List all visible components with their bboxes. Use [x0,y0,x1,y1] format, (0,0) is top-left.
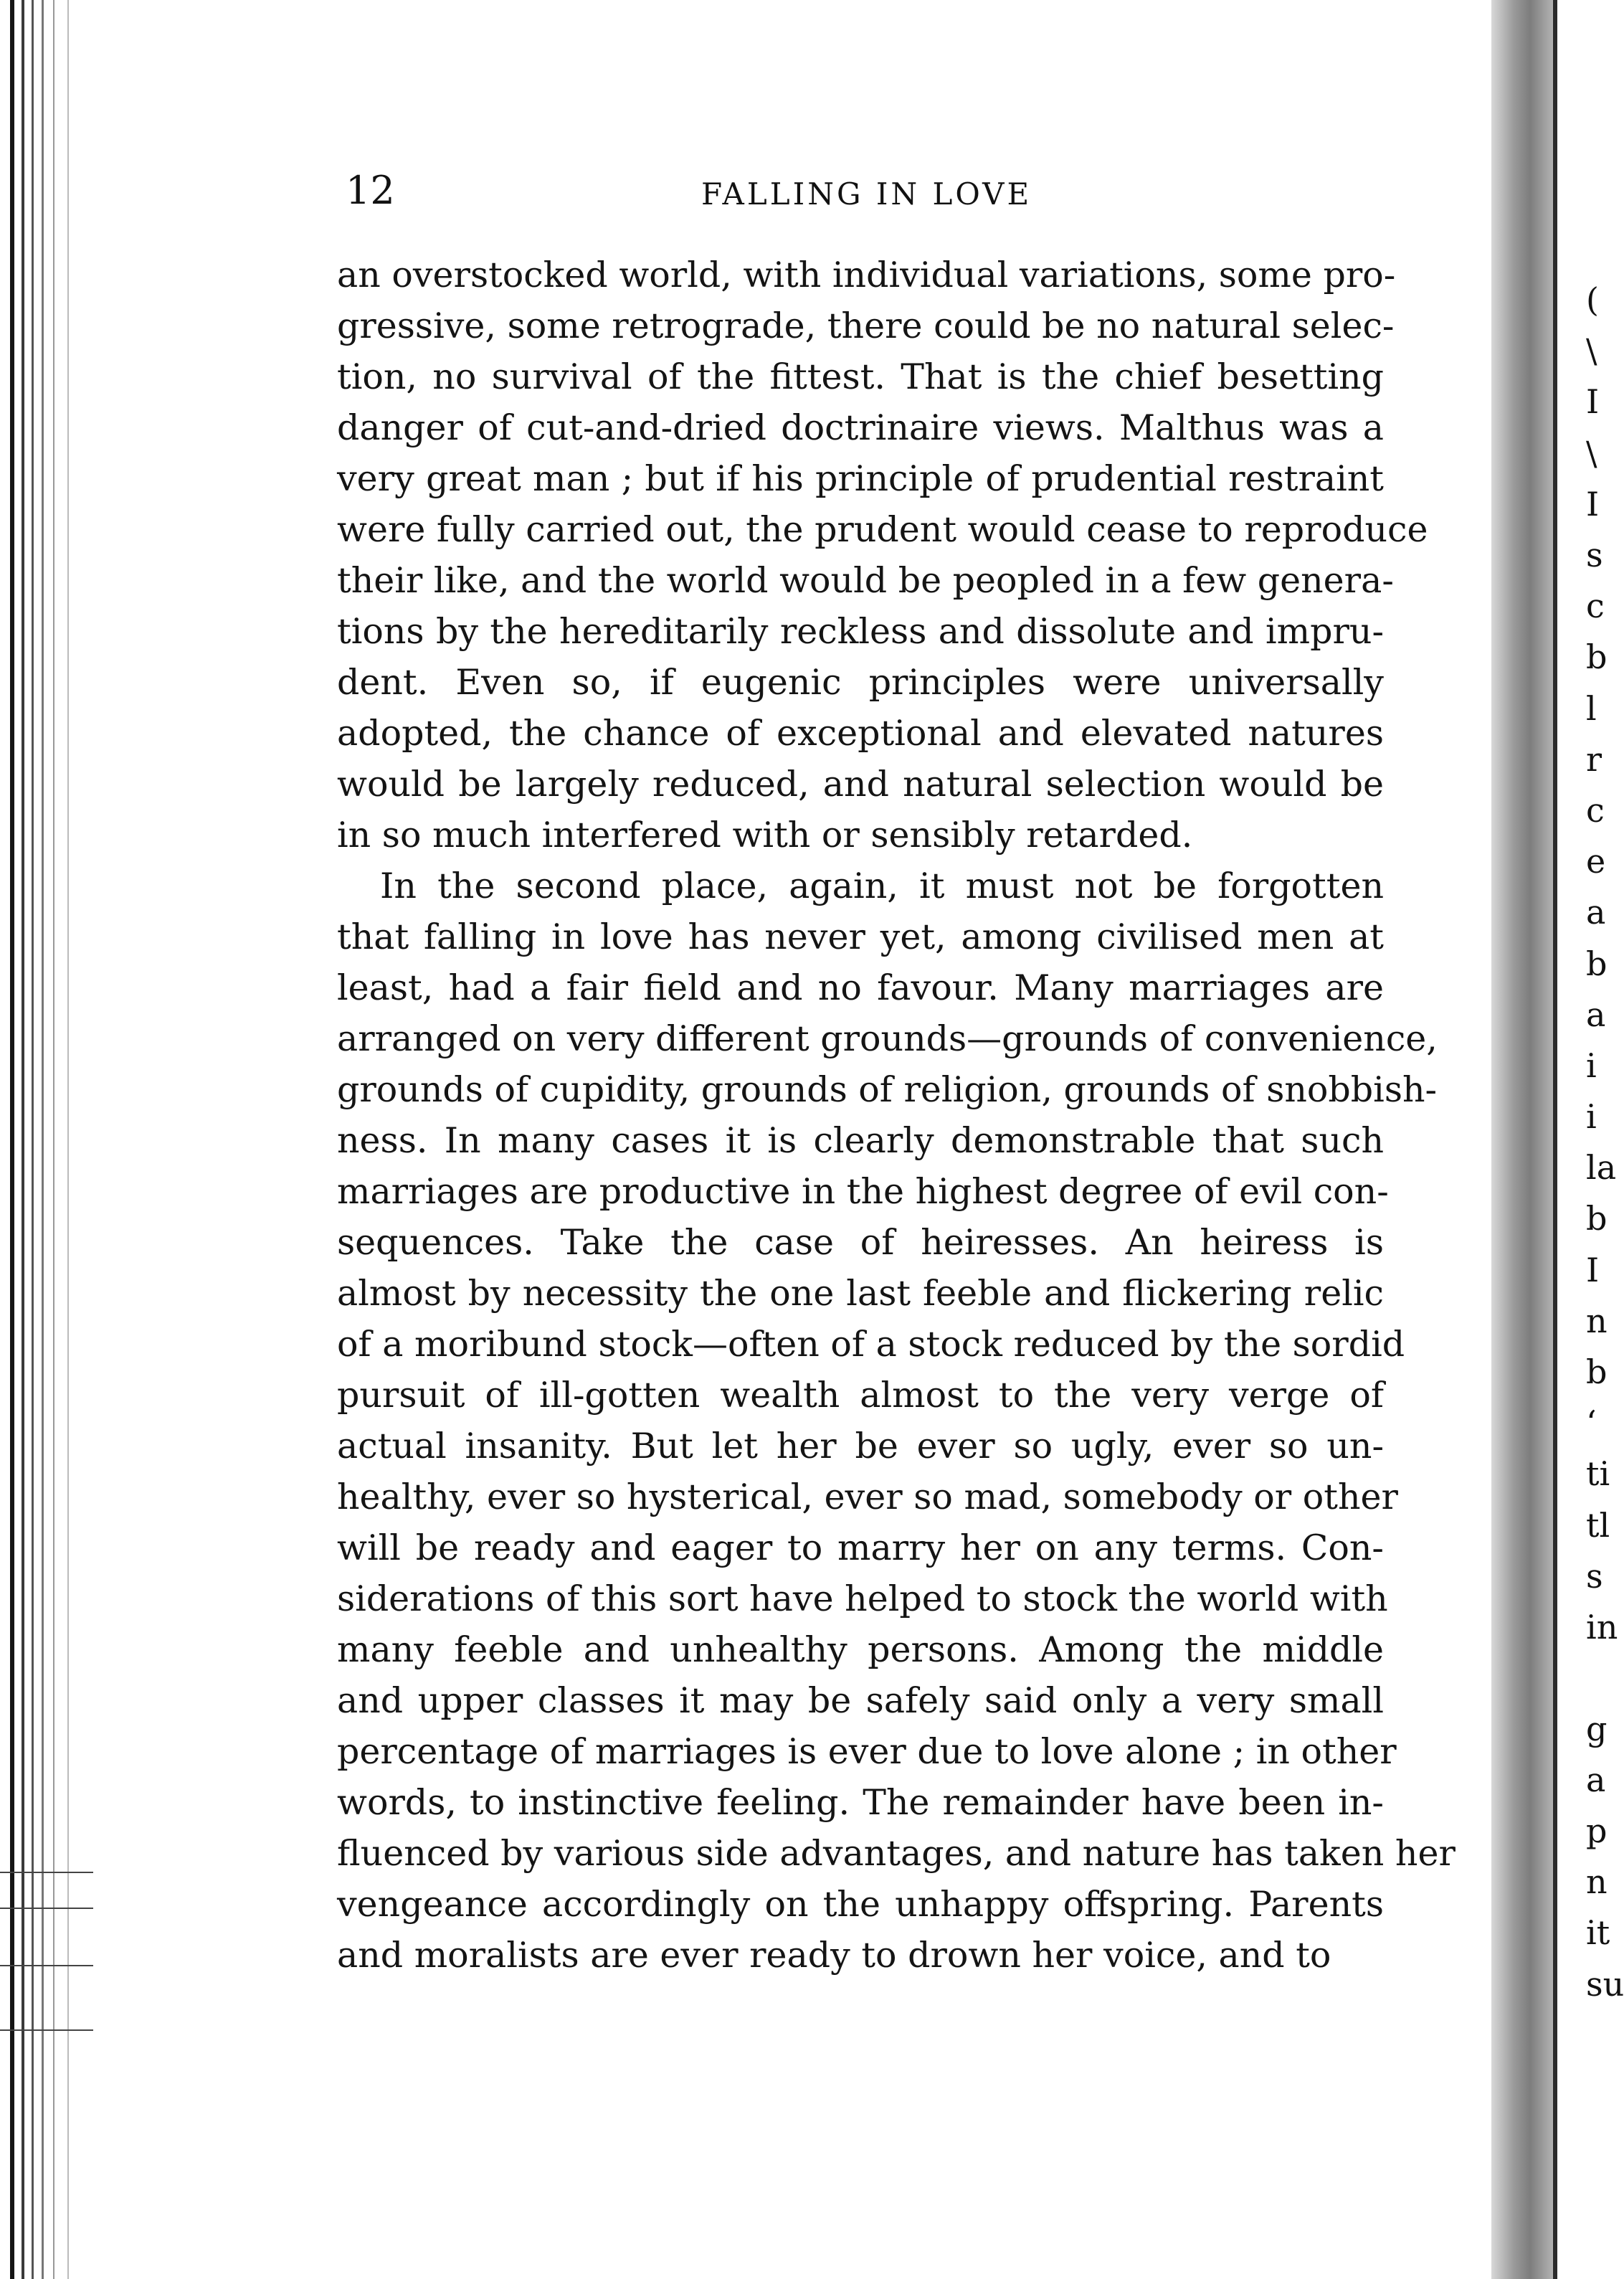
facing-page-fragment: n [1586,1862,1608,1901]
text-line: percentage of marriages is ever due to love alone ; in other [337,1731,1397,1772]
text-line: would be largely reduced, and natural selection would be [337,764,1384,805]
text-line: arranged on very different grounds—grounds of convenience, [337,1018,1438,1059]
facing-page-edge [1557,0,1624,2279]
text-line: of a moribund stock—often of a stock reduced by the sordid [337,1324,1405,1365]
page-fold-mark [0,1908,93,1909]
facing-page-fragment: ‘ [1586,1403,1597,1442]
text-line: and upper classes it may be safely said only a very small [337,1680,1384,1721]
facing-page-fragment: ( [1586,280,1599,319]
text-line: almost by necessity the one last feeble and flickering relic [337,1273,1384,1314]
facing-page-fragment: b [1586,638,1608,676]
facing-page-fragment: ti [1586,1454,1610,1493]
page-number: 12 [346,168,395,213]
facing-page-fragment: la [1586,1148,1617,1187]
text-line: least, had a fair field and no favour. Many marriages are [337,967,1384,1008]
text-line: siderations of this sort have helped to stock the world with [337,1578,1388,1619]
facing-page-fragment: a [1586,893,1606,932]
page-fold-mark [0,1965,93,1966]
facing-page-fragment: a [1586,1761,1606,1799]
page-edge-line [67,0,69,2279]
text-line: dent. Even so, if eugenic principles were universally [337,662,1384,703]
facing-page-fragment: I [1586,1251,1600,1289]
page-edge-line [42,0,44,2279]
text-line: in so much interfered with or sensibly retarded. [337,815,1193,856]
page-edge-line [53,0,54,2279]
text-line: danger of cut-and-dried doctrinaire views. Malthus was a [337,407,1384,448]
text-line: that falling in love has never yet, among civilised men at [337,916,1384,957]
text-line: their like, and the world would be peopled in a few genera- [337,560,1394,601]
page-fold-mark [0,2029,93,2031]
facing-page-fragment: g [1586,1710,1608,1748]
text-line: will be ready and eager to marry her on any terms. Con- [337,1527,1384,1568]
text-line: tions by the hereditarily reckless and dissolute and impru- [337,611,1384,652]
text-line: were fully carried out, the prudent would cease to reproduce [337,509,1428,550]
text-line: gressive, some retrograde, there could be no natural selec- [337,305,1395,346]
text-line: tion, no survival of the fittest. That is the chief besetting [337,356,1384,397]
text-line: and moralists are ever ready to drown her voice, and to [337,1935,1331,1976]
facing-page-fragment: it [1586,1913,1610,1952]
text-line: grounds of cupidity, grounds of religion, grounds of snobbish- [337,1069,1438,1110]
page-fold-mark [0,1872,93,1873]
facing-page-fragment: e [1586,842,1606,881]
text-line: many feeble and unhealthy persons. Among the middle [337,1629,1384,1670]
facing-page-fragment: r [1586,740,1602,779]
facing-page-fragment: su [1586,1965,1624,2004]
text-line: vengeance accordingly on the unhappy offspring. Parents [337,1884,1384,1925]
facing-page-fragment: s [1586,1557,1603,1596]
text-line: pursuit of ill-gotten wealth almost to the very verge of [337,1375,1384,1416]
binding-edge [0,0,100,2279]
page-edge-line [10,0,14,2279]
text-line: an overstocked world, with individual variations, some pro- [337,255,1396,295]
page-edge-line [32,0,34,2279]
facing-page-fragment: I [1586,382,1600,421]
body-text [337,250,1456,1981]
running-head [336,169,1397,219]
text-line: sequences. Take the case of heiresses. An heiress is [337,1222,1384,1263]
text-line: words, to instinctive feeling. The remainder have been in- [337,1782,1384,1823]
facing-page-fragment: i [1586,1097,1597,1136]
facing-page-fragment: a [1586,995,1606,1034]
facing-page-fragment: in [1586,1608,1618,1647]
text-line: very great man ; but if his principle of prudential restraint [337,458,1384,499]
facing-page-fragment: b [1586,1352,1608,1391]
gutter-shadow [1491,0,1556,2279]
facing-page-fragment: b [1586,944,1608,983]
facing-page-fragment: \ [1586,331,1597,370]
running-title: FALLING IN LOVE [701,176,1032,212]
facing-page-fragment: tl [1586,1506,1610,1545]
facing-page-fragment: l [1586,689,1597,728]
facing-page-fragment: b [1586,1199,1608,1238]
text-line: In the second place, again, it must not be forgotten [380,866,1384,906]
facing-page-fragment: s [1586,536,1603,574]
text-line: ness. In many cases it is clearly demonstrable that such [337,1120,1384,1161]
text-line: marriages are productive in the highest degree of evil con- [337,1171,1389,1212]
page-edge-line [22,0,24,2279]
text-line: healthy, ever so hysterical, ever so mad, somebody or other [337,1477,1398,1517]
facing-page-fragment: \ [1586,434,1597,473]
facing-page-fragment: i [1586,1046,1597,1085]
facing-page-fragment: p [1586,1811,1608,1850]
facing-page-fragment: c [1586,587,1605,625]
text-line: adopted, the chance of exceptional and elevated natures [337,713,1384,754]
text-line: actual insanity. But let her be ever so ugly, ever so un- [337,1426,1384,1467]
facing-page-fragment: c [1586,791,1605,830]
facing-page-fragment: n [1586,1302,1608,1340]
text-line: fluenced by various side advantages, and nature has taken her [337,1833,1456,1874]
facing-page-fragment: I [1586,485,1600,523]
